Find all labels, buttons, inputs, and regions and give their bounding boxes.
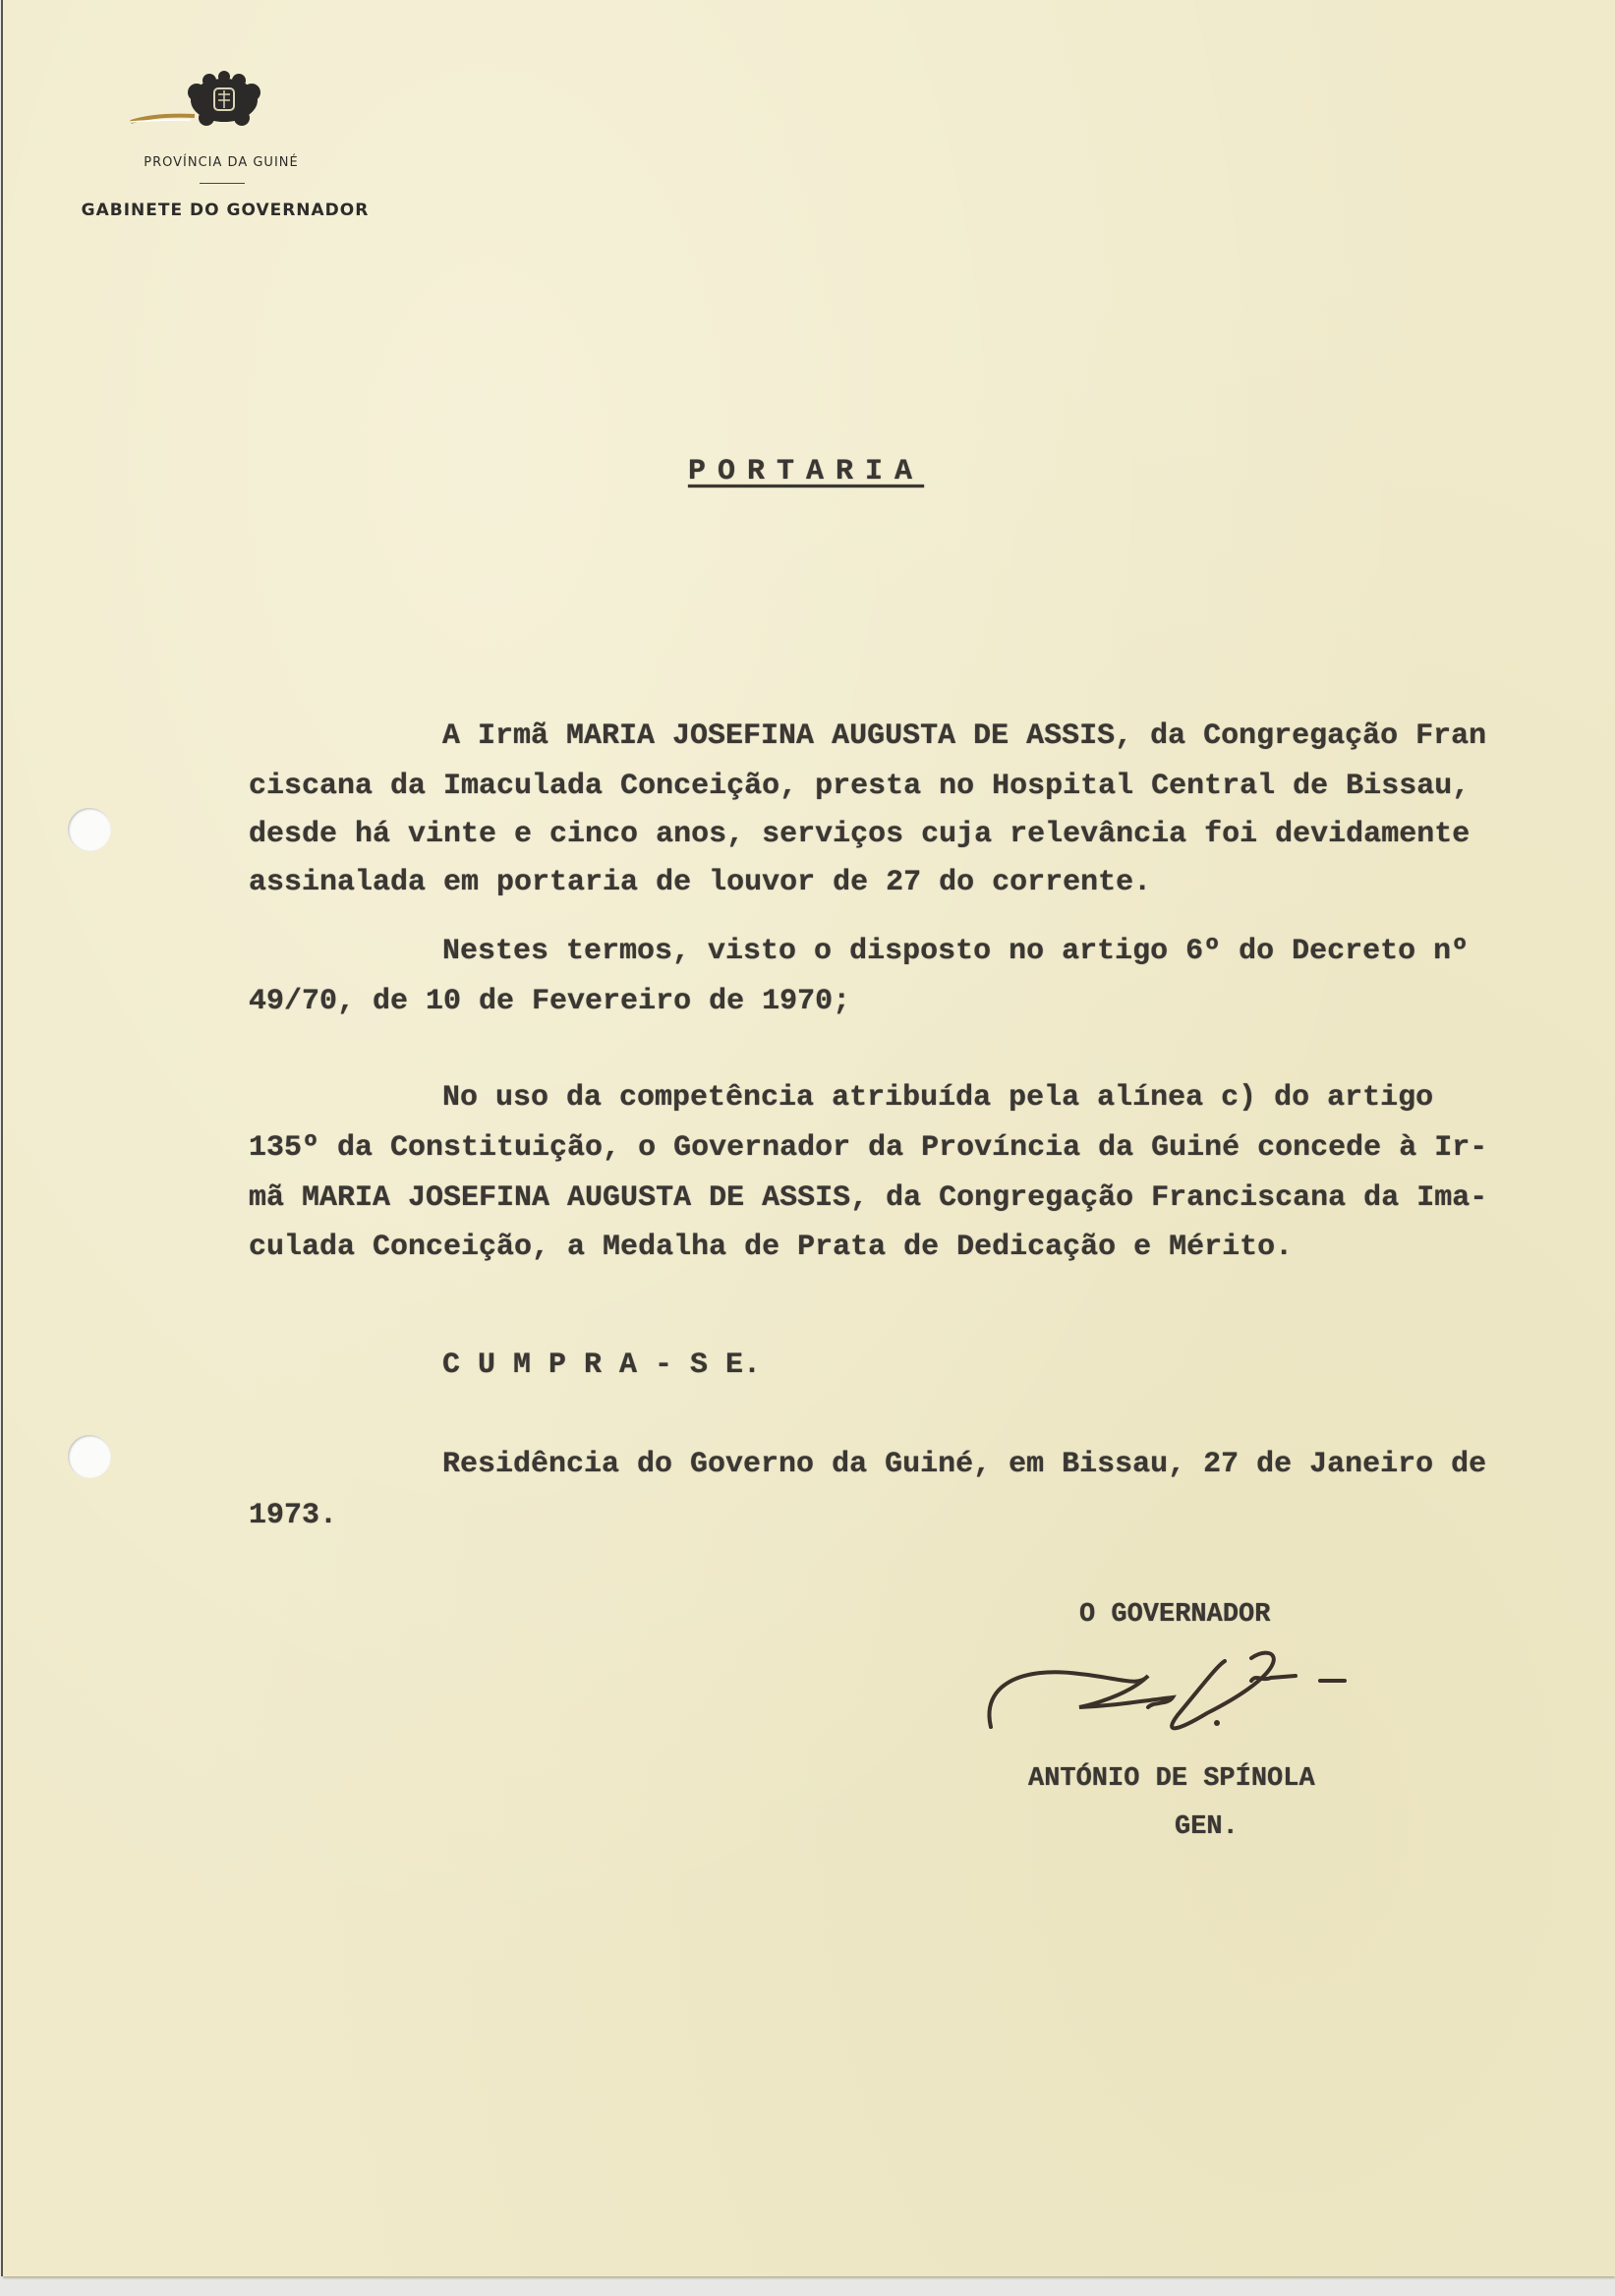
office-label: GABINETE DO GOVERNADOR [81,201,370,220]
punch-hole [68,808,111,851]
closing-formula: C U M P R A - S E. [442,1349,762,1382]
paragraph-1-line: A Irmã MARIA JOSEFINA AUGUSTA DE ASSIS, da Congregação Fran [442,719,1487,753]
paragraph-3-line: No uso da competência atribuída pela alínea c) do artigo [442,1081,1434,1115]
paragraph-3-line: mã MARIA JOSEFINA AUGUSTA DE ASSIS, da Congregação Franciscana da Ima- [249,1181,1488,1215]
signatory-rank: GEN. [1175,1812,1239,1842]
place-date-line: Residência do Governo da Guiné, em Bissau, 27 de Janeiro de [442,1448,1487,1481]
paragraph-1-line: desde há vinte e cinco anos, serviços cuja relevância foi devidamente [249,818,1471,851]
handwritten-signature [981,1636,1355,1745]
signatory-role: O GOVERNADOR [1079,1600,1271,1630]
paragraph-2-line: Nestes termos, visto o disposto no artigo 6º do Decreto nº [442,935,1470,968]
signatory-name: ANTÓNIO DE SPÍNOLA [1028,1764,1315,1794]
coat-of-arms-emblem [126,71,268,140]
header-divider [200,183,245,184]
province-label: PROVÍNCIA DA GUINÉ [144,155,299,170]
punch-hole [68,1435,111,1478]
paragraph-1-line: assinalada em portaria de louvor de 27 do corrente. [249,866,1152,899]
paragraph-3-line: culada Conceição, a Medalha de Prata de Dedicação e Mérito. [249,1231,1294,1264]
place-date-line: 1973. [249,1499,338,1532]
document-page [3,0,1615,2276]
paragraph-2-line: 49/70, de 10 de Fevereiro de 1970; [249,985,851,1018]
paragraph-1-line: ciscana da Imaculada Conceição, presta no Hospital Central de Bissau, [249,770,1471,803]
document-title: PORTARIA [688,455,925,488]
paragraph-3-line: 135º da Constituição, o Governador da Província da Guiné concede à Ir- [249,1131,1488,1165]
